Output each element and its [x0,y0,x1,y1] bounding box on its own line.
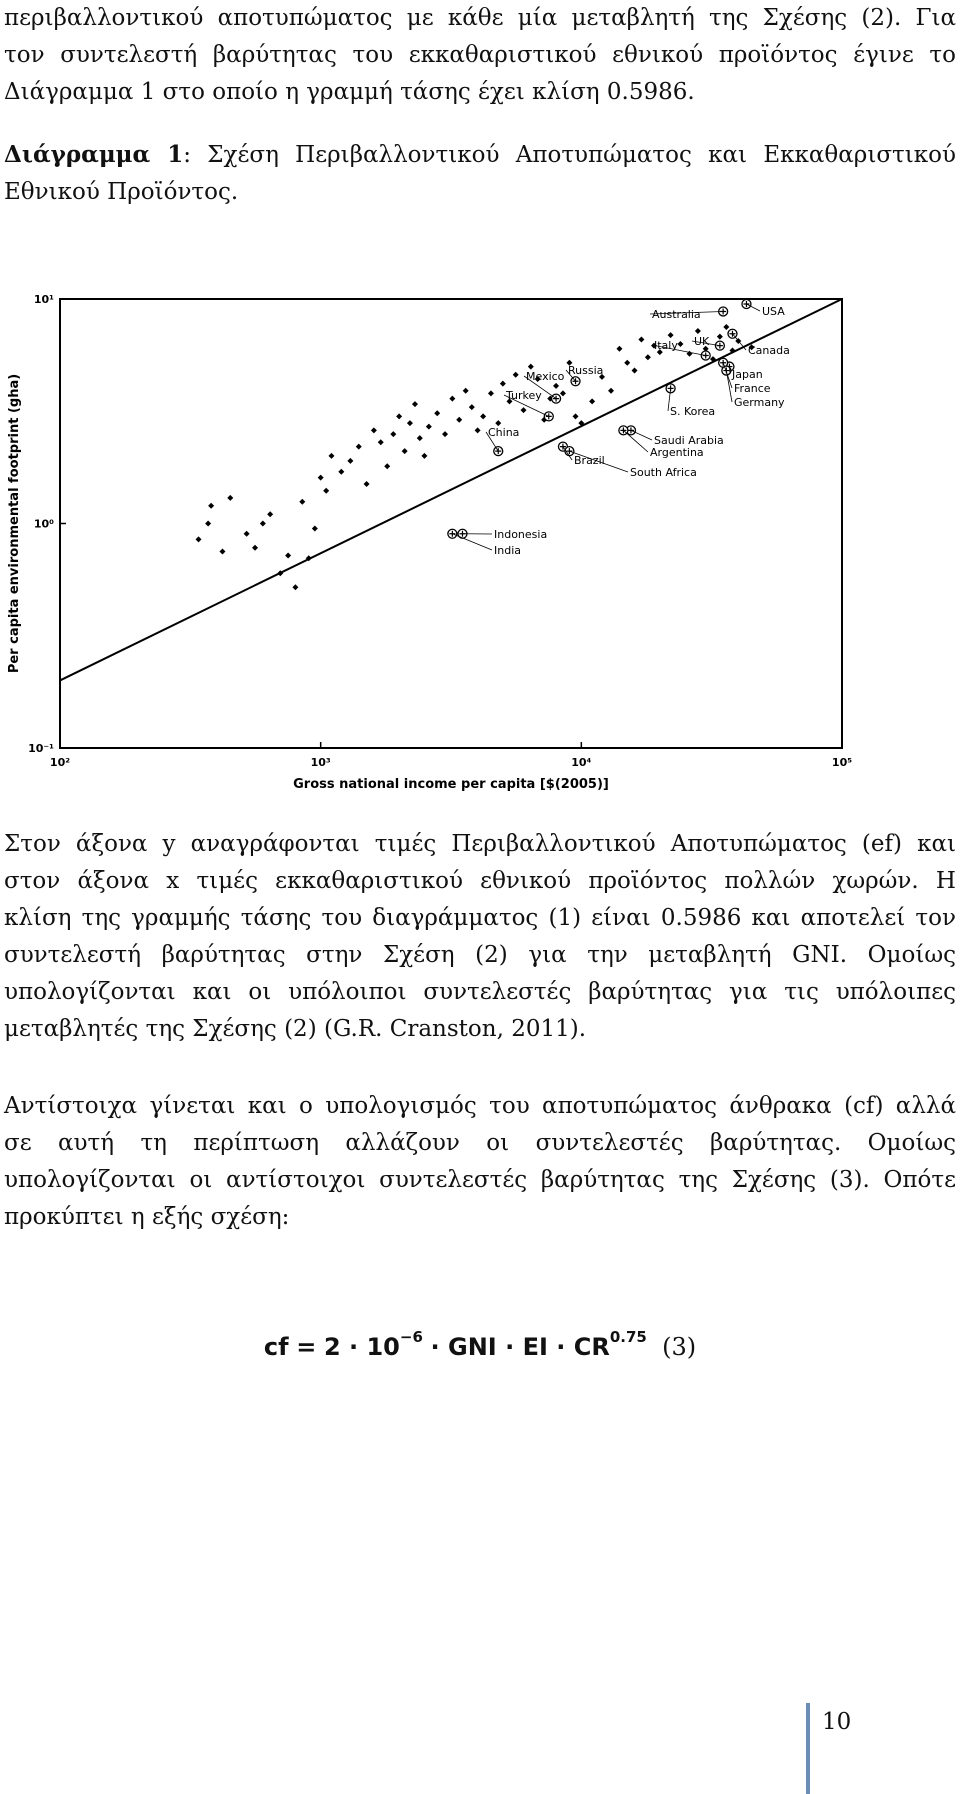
label-leader [623,430,648,452]
data-point [196,536,202,542]
country-label: UK [694,335,710,348]
caption-text-line2: Εθνικού Προϊόντος. [4,174,956,211]
label-leader [729,367,730,374]
equation-equals: = [296,1333,316,1361]
data-point [488,390,494,396]
data-point [219,549,225,555]
data-point [426,424,432,430]
data-point [371,427,377,433]
country-label: Indonesia [494,528,547,541]
data-point [695,328,701,334]
data-point [573,413,579,419]
country-label: Brazil [574,454,605,467]
data-point [456,417,462,423]
data-point [260,521,266,527]
data-point [312,526,318,532]
label-leader [452,534,492,550]
data-point [347,458,353,464]
country-label: Mexico [526,370,565,383]
data-point [323,488,329,494]
figure-caption [4,136,956,211]
caption-label: Διάγραμμα 1 [4,141,183,168]
data-point [285,553,291,559]
data-point [205,521,211,527]
country-label: China [488,426,519,439]
data-point [475,427,481,433]
data-point [616,346,622,352]
country-label: Russia [568,364,603,377]
data-point [560,390,566,396]
data-point [632,368,638,374]
data-point [338,469,344,475]
label-leader [631,430,652,440]
text-line: σε αυτή τη περίπτωση αλλάζουν οι συντελεστές βαρύτητας. Ομοίως [4,1125,956,1162]
scatter-chart [0,282,960,802]
text-line: υπολογίζονται και οι υπόλοιποι συντελεστές βαρύτητας για τις υπόλοιπες [4,974,956,1011]
data-point [480,413,486,419]
data-point [318,475,324,481]
text-line: υπολογίζονται οι αντίστοιχοι συντελεστές βαρύτητας της Σχέσης (3). Οπότε [4,1162,956,1199]
data-point [638,337,644,343]
page-number [806,1703,851,1794]
text-line: τον συντελεστή βαρύτητας του εκκαθαριστικού εθνικού προϊόντος έγινε το [4,37,956,74]
data-point [412,401,418,407]
data-point [267,511,273,517]
data-point [402,448,408,454]
data-point [208,503,214,509]
data-point [463,388,469,394]
country-label: Argentina [650,446,704,459]
equation-coef: 2 · 10 [324,1333,400,1361]
data-point [624,360,630,366]
data-point [407,420,413,426]
data-point [589,398,595,404]
data-point [449,396,455,402]
equation [0,1332,960,1361]
data-point [717,334,723,340]
text-line: συντελεστή βαρύτητας στην Σχέση (2) για την μεταβλητή GNI. Ομοίως [4,937,956,974]
country-label: S. Korea [670,405,715,418]
text-line: προκύπτει η εξής σχέση: [4,1199,956,1236]
x-tick-label: 10³ [311,756,331,769]
country-label: Turkey [505,389,542,402]
data-point [513,372,519,378]
data-point [469,404,475,410]
country-label: USA [762,305,785,318]
caption-text: : Σχέση Περιβαλλοντικού Αποτυπώματος και Εκκαθαριστικού [183,142,956,168]
y-axis-label: Per capita environmental footprint (gha) [7,374,22,673]
data-point [396,413,402,419]
country-label: India [494,544,521,557]
top-paragraph [4,0,956,111]
data-point [645,354,651,360]
data-point [417,435,423,441]
data-point [292,584,298,590]
equation-number: (3) [662,1333,696,1361]
data-point [434,410,440,416]
equation-terms: · GNI · EI · CR [431,1333,610,1361]
equation-coef-exponent: −6 [400,1328,423,1346]
country-label: Japan [731,368,763,381]
data-point [677,341,683,347]
text-line: Διάγραμμα 1 στο οποίο η γραμμή τάσης έχει κλίση 0.5986. [4,74,956,111]
bottom-paragraph [4,1088,956,1236]
country-label: South Africa [630,466,697,479]
x-tick-label: 10² [50,756,70,769]
data-point [227,495,233,501]
data-point [421,453,427,459]
data-point [521,407,527,413]
trend-line [60,299,842,680]
data-point [528,364,534,370]
country-label: Australia [652,308,701,321]
y-tick-label: 10⁻¹ [28,742,54,755]
x-tick-label: 10⁴ [571,756,591,769]
data-point [442,431,448,437]
data-point [378,439,384,445]
data-point [608,388,614,394]
text-line: Στον άξονα y αναγράφονται τιμές Περιβαλλοντικού Αποτυπώματος (ef) και [4,826,956,863]
middle-paragraph [4,826,956,1048]
data-point [553,383,559,389]
label-leader [732,334,746,350]
text-line: περιβαλλοντικού αποτυπώματος με κάθε μία μεταβλητή της Σχέσης (2). Για [4,0,956,37]
country-label: Germany [734,396,785,409]
data-point [252,545,258,551]
data-point [390,431,396,437]
country-label: Canada [748,344,790,357]
equation-cr-exponent: 0.75 [610,1328,647,1346]
data-point [384,463,390,469]
equation-lhs: cf [264,1333,289,1361]
data-point [723,324,729,330]
text-line: κλίση της γραμμής τάσης του διαγράμματος (1) είναι 0.5986 και αποτελεί τον [4,900,956,937]
data-point [299,499,305,505]
data-point [328,453,334,459]
x-tick-label: 10⁵ [832,756,852,769]
data-point [364,481,370,487]
text-line: Αντίστοιχα γίνεται και ο υπολογισμός του αποτυπώματος άνθρακα (cf) αλλά [4,1088,956,1125]
page-number-text: 10 [822,1709,851,1735]
text-line: στον άξονα x τιμές εκκαθαριστικού εθνικού προϊόντος πολλών χωρών. Η [4,863,956,900]
x-axis-label: Gross national income per capita [$(2005)] [293,777,609,792]
data-point [356,444,362,450]
y-tick-label: 10⁰ [34,518,54,531]
text-line: μεταβλητές της Σχέσης (2) (G.R. Cranston, 2011). [4,1011,956,1048]
country-label: Saudi Arabia [654,434,724,447]
data-point [244,531,250,537]
country-label: Italy [654,339,678,352]
country-label: France [734,382,771,395]
data-point [668,332,674,338]
y-tick-label: 10¹ [34,293,54,306]
data-point [500,381,506,387]
